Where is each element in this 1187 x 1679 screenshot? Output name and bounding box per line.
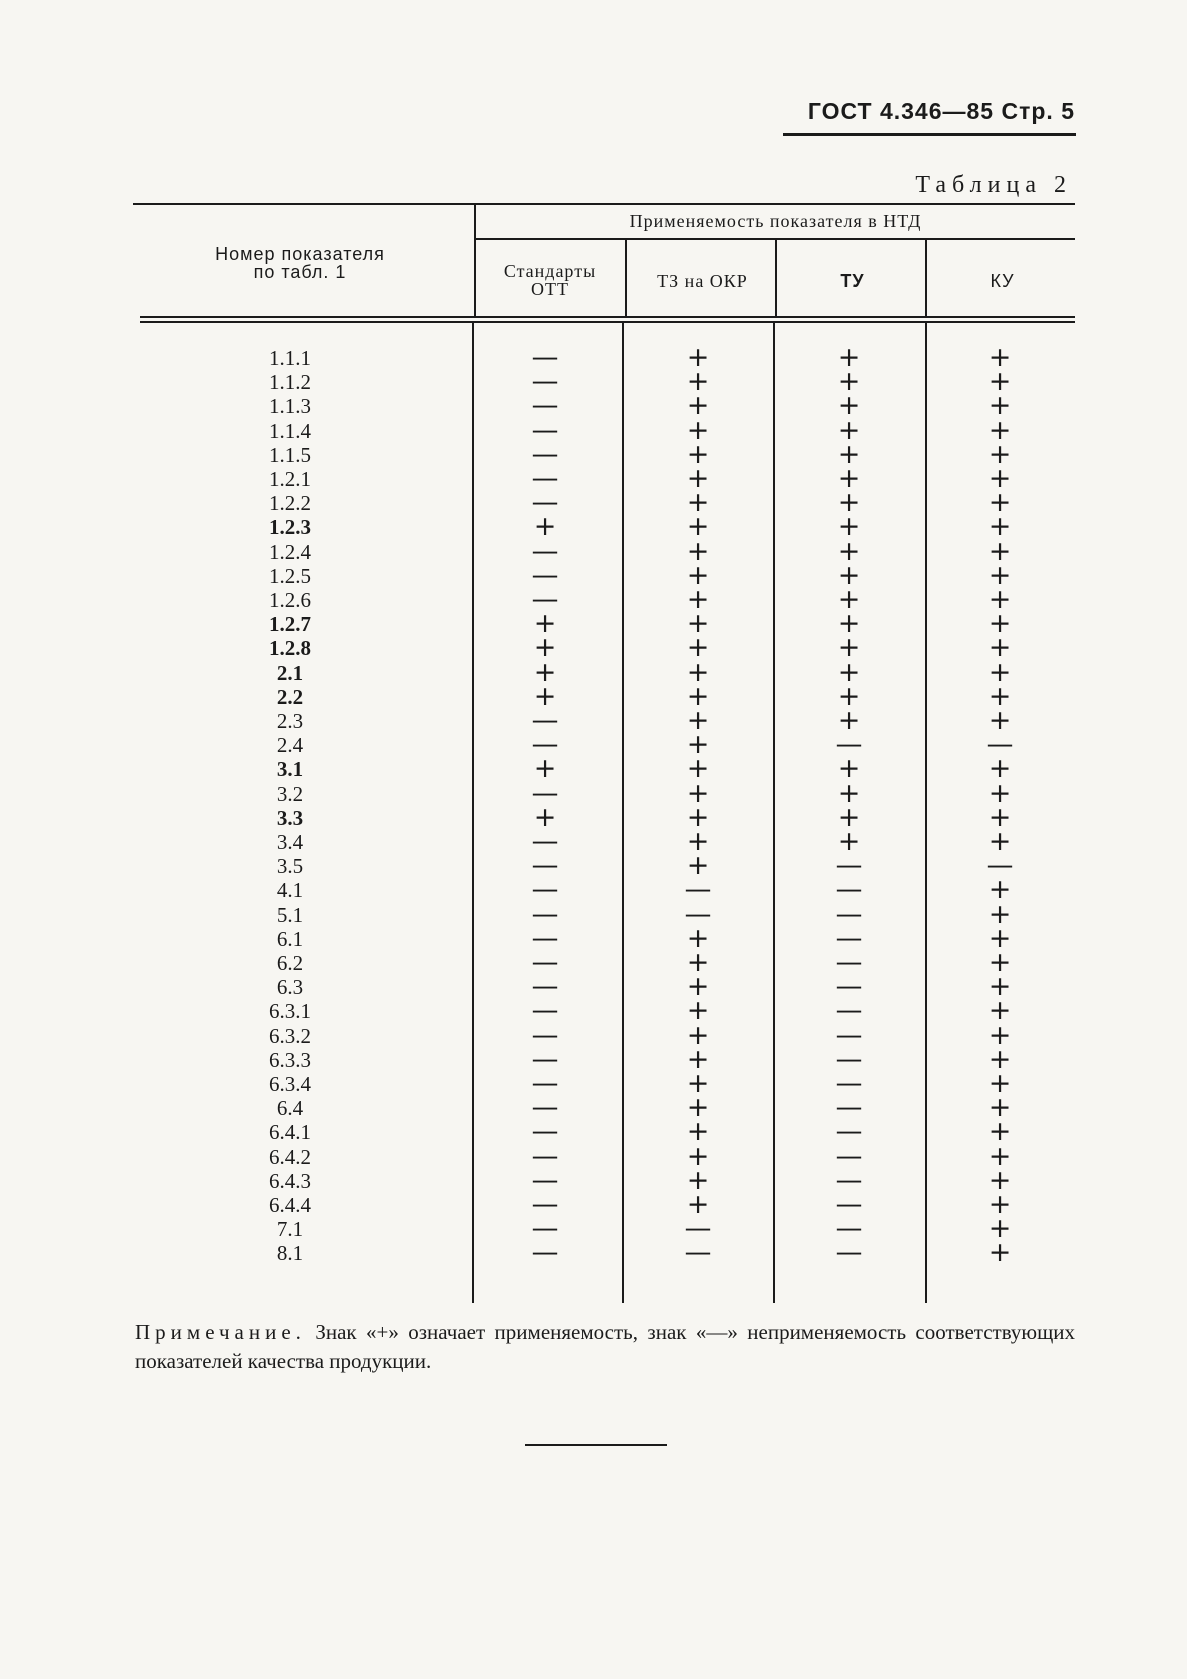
cell-minus: — (835, 1068, 863, 1099)
header-tu: ТУ (840, 271, 865, 291)
cell-minus: — (531, 1213, 559, 1244)
cell-minus: — (835, 1044, 863, 1075)
cell-plus: + (686, 1092, 710, 1123)
row-number: 1.1.2 (269, 370, 311, 394)
cell-plus: + (837, 681, 861, 712)
header-divider-2 (775, 240, 777, 316)
cell-plus: + (988, 971, 1012, 1002)
cell-plus: + (686, 390, 710, 421)
row-number: 6.3.2 (269, 1024, 311, 1048)
cell-minus: — (835, 1213, 863, 1244)
cell-plus: + (988, 899, 1012, 930)
cell-minus: — (531, 1237, 559, 1268)
row-number: 1.2.6 (269, 588, 311, 612)
cell-plus: + (988, 874, 1012, 905)
cell-plus: + (686, 366, 710, 397)
cell-plus: + (686, 1116, 710, 1147)
header-ku: КУ (990, 271, 1015, 291)
cell-plus: + (988, 415, 1012, 446)
cell-plus: + (988, 536, 1012, 567)
cell-minus: — (835, 1116, 863, 1147)
row-number: 1.2.1 (269, 467, 311, 491)
cell-plus: + (988, 1213, 1012, 1244)
header-tz-okr: ТЗ на ОКР (657, 271, 748, 291)
cell-minus: — (531, 439, 559, 470)
standard-number: ГОСТ 4.346—85 (807, 98, 995, 124)
cell-minus: — (531, 342, 559, 373)
row-number: 4.1 (276, 878, 304, 902)
cell-plus: + (837, 390, 861, 421)
cell-minus: — (835, 923, 863, 954)
cell-minus: — (531, 487, 559, 518)
body-divider-0 (472, 323, 474, 1303)
cell-plus: + (988, 463, 1012, 494)
cell-plus: + (686, 753, 710, 784)
row-number: 3.3 (276, 806, 304, 830)
body-divider-2 (773, 323, 775, 1303)
cell-plus: + (837, 753, 861, 784)
cell-minus: — (531, 1068, 559, 1099)
cell-minus: — (531, 850, 559, 881)
cell-minus: — (531, 560, 559, 591)
cell-plus: + (988, 632, 1012, 663)
cell-plus: + (988, 1092, 1012, 1123)
cell-plus: + (686, 1141, 710, 1172)
page-header (790, 98, 1075, 125)
cell-minus: — (835, 971, 863, 1002)
header-bottom-rule-1 (140, 316, 1075, 318)
cell-plus: + (988, 1020, 1012, 1051)
row-number: 3.1 (276, 757, 304, 781)
row-number: 1.2.5 (269, 564, 311, 588)
cell-plus: + (837, 560, 861, 591)
cell-minus: — (684, 1213, 712, 1244)
cell-minus: — (835, 1189, 863, 1220)
cell-plus: + (686, 1189, 710, 1220)
note-label: Примечание. (135, 1320, 306, 1344)
cell-plus: + (533, 681, 557, 712)
cell-plus: + (686, 826, 710, 857)
cell-plus: + (686, 729, 710, 760)
cell-plus: + (988, 681, 1012, 712)
body-divider-3 (925, 323, 927, 1303)
cell-plus: + (988, 1189, 1012, 1220)
cell-plus: + (686, 560, 710, 591)
row-number: 1.2.7 (269, 612, 311, 636)
cell-minus: — (835, 899, 863, 930)
cell-plus: + (988, 923, 1012, 954)
table-label: Таблица 2 (915, 172, 1072, 198)
header-divider-3 (925, 240, 927, 316)
cell-minus: — (531, 584, 559, 615)
row-number: 1.2.2 (269, 491, 311, 515)
cell-plus: + (533, 657, 557, 688)
cell-minus: — (531, 826, 559, 857)
cell-plus: + (988, 705, 1012, 736)
header-applicability: Применяемость показателя в НТД (629, 211, 922, 231)
cell-minus: — (835, 995, 863, 1026)
row-number: 2.1 (276, 661, 304, 685)
row-number: 6.4 (276, 1096, 304, 1120)
row-number: 5.1 (276, 903, 304, 927)
row-number: 1.1.3 (269, 394, 311, 418)
header-standards-ott: Стандарты ОТТ (503, 261, 597, 299)
cell-plus: + (533, 632, 557, 663)
cell-plus: + (988, 657, 1012, 688)
cell-plus: + (837, 342, 861, 373)
cell-plus: + (686, 705, 710, 736)
cell-plus: + (686, 1068, 710, 1099)
cell-plus: + (988, 584, 1012, 615)
table-top-rule (133, 203, 1075, 205)
row-number: 6.2 (276, 951, 304, 975)
cell-plus: + (686, 487, 710, 518)
cell-minus: — (531, 536, 559, 567)
cell-minus: — (684, 899, 712, 930)
cell-plus: + (686, 608, 710, 639)
cell-minus: — (684, 1237, 712, 1268)
row-number: 7.1 (276, 1217, 304, 1241)
row-number: 2.4 (276, 733, 304, 757)
cell-plus: + (837, 657, 861, 688)
cell-plus: + (686, 1044, 710, 1075)
cell-plus: + (686, 584, 710, 615)
cell-minus: — (835, 947, 863, 978)
cell-minus: — (835, 1020, 863, 1051)
cell-plus: + (686, 778, 710, 809)
cell-plus: + (686, 342, 710, 373)
cell-plus: + (686, 923, 710, 954)
header-rule (783, 133, 1076, 136)
row-number: 6.3.3 (269, 1048, 311, 1072)
row-number: 1.2.4 (269, 540, 311, 564)
header-number: Номер показателя по табл. 1 (215, 244, 385, 282)
row-number: 3.5 (276, 854, 304, 878)
cell-plus: + (837, 802, 861, 833)
cell-plus: + (533, 802, 557, 833)
cell-minus: — (531, 778, 559, 809)
row-number: 1.1.1 (269, 346, 311, 370)
cell-plus: + (837, 584, 861, 615)
cell-plus: + (988, 487, 1012, 518)
cell-minus: — (531, 366, 559, 397)
cell-plus: + (686, 439, 710, 470)
cell-plus: + (988, 1237, 1012, 1268)
cell-plus: + (837, 705, 861, 736)
cell-plus: + (686, 511, 710, 542)
cell-plus: + (988, 1165, 1012, 1196)
cell-plus: + (686, 463, 710, 494)
row-number: 6.4.1 (269, 1120, 311, 1144)
cell-plus: + (988, 1068, 1012, 1099)
row-number: 6.3.1 (269, 999, 311, 1023)
cell-minus: — (835, 729, 863, 760)
cell-plus: + (988, 1044, 1012, 1075)
cell-minus: — (531, 1189, 559, 1220)
header-bottom-rule-2 (140, 321, 1075, 323)
cell-plus: + (988, 802, 1012, 833)
cell-plus: + (686, 681, 710, 712)
cell-plus: + (988, 560, 1012, 591)
cell-plus: + (686, 802, 710, 833)
cell-plus: + (988, 1141, 1012, 1172)
cell-plus: + (988, 778, 1012, 809)
cell-plus: + (988, 439, 1012, 470)
row-number: 6.4.3 (269, 1169, 311, 1193)
cell-minus: — (531, 463, 559, 494)
row-number: 6.1 (276, 927, 304, 951)
cell-plus: + (686, 657, 710, 688)
cell-plus: + (988, 342, 1012, 373)
cell-minus: — (531, 1092, 559, 1123)
row-number: 6.4.4 (269, 1193, 311, 1217)
cell-plus: + (988, 366, 1012, 397)
cell-plus: + (988, 947, 1012, 978)
cell-plus: + (837, 536, 861, 567)
cell-plus: + (988, 995, 1012, 1026)
cell-minus: — (835, 1165, 863, 1196)
cell-plus: + (837, 415, 861, 446)
cell-plus: + (837, 487, 861, 518)
cell-minus: — (531, 415, 559, 446)
cell-plus: + (988, 1116, 1012, 1147)
row-number: 3.2 (276, 782, 304, 806)
cell-plus: + (686, 1020, 710, 1051)
cell-plus: + (988, 390, 1012, 421)
cell-plus: + (533, 511, 557, 542)
cell-minus: — (531, 971, 559, 1002)
cell-minus: — (684, 874, 712, 905)
row-number: 2.3 (276, 709, 304, 733)
cell-minus: — (531, 874, 559, 905)
cell-plus: + (837, 778, 861, 809)
cell-minus: — (531, 995, 559, 1026)
cell-minus: — (531, 923, 559, 954)
footer-rule (525, 1444, 667, 1446)
row-number: 1.2.3 (269, 515, 311, 539)
cell-minus: — (835, 1141, 863, 1172)
cell-minus: — (986, 729, 1014, 760)
row-number: 6.3.4 (269, 1072, 311, 1096)
cell-minus: — (531, 947, 559, 978)
cell-minus: — (531, 705, 559, 736)
cell-plus: + (837, 366, 861, 397)
cell-plus: + (988, 826, 1012, 857)
cell-plus: + (837, 826, 861, 857)
cell-plus: + (686, 995, 710, 1026)
row-number: 8.1 (276, 1241, 304, 1265)
cell-plus: + (988, 753, 1012, 784)
cell-plus: + (686, 850, 710, 881)
cell-plus: + (533, 753, 557, 784)
cell-minus: — (531, 1165, 559, 1196)
row-number: 1.1.5 (269, 443, 311, 467)
cell-plus: + (686, 1165, 710, 1196)
cell-minus: — (531, 1141, 559, 1172)
cell-minus: — (835, 1092, 863, 1123)
cell-minus: — (835, 874, 863, 905)
row-number: 1.2.8 (269, 636, 311, 660)
header-divider-1 (625, 240, 627, 316)
cell-plus: + (686, 947, 710, 978)
cell-minus: — (531, 1116, 559, 1147)
cell-minus: — (835, 1237, 863, 1268)
cell-plus: + (988, 511, 1012, 542)
page-number: Стр. 5 (1001, 98, 1075, 124)
row-number: 2.2 (276, 685, 304, 709)
cell-minus: — (531, 390, 559, 421)
row-number: 6.4.2 (269, 1145, 311, 1169)
cell-plus: + (686, 415, 710, 446)
cell-minus: — (531, 729, 559, 760)
row-number: 3.4 (276, 830, 304, 854)
cell-plus: + (686, 971, 710, 1002)
cell-plus: + (837, 463, 861, 494)
table-note (135, 1318, 1075, 1376)
cell-plus: + (837, 439, 861, 470)
body-divider-1 (622, 323, 624, 1303)
cell-minus: — (531, 1044, 559, 1075)
cell-minus: — (531, 899, 559, 930)
cell-plus: + (533, 608, 557, 639)
cell-plus: + (686, 632, 710, 663)
cell-minus: — (986, 850, 1014, 881)
note-text: Знак «+» означает применяемость, знак «—» неприменяемость соответствующих показателей качества продукции. (135, 1320, 1075, 1373)
cell-plus: + (837, 632, 861, 663)
cell-plus: + (837, 511, 861, 542)
cell-plus: + (686, 536, 710, 567)
row-number: 1.1.4 (269, 419, 311, 443)
cell-minus: — (835, 850, 863, 881)
cell-plus: + (837, 608, 861, 639)
cell-plus: + (988, 608, 1012, 639)
row-number: 6.3 (276, 975, 304, 999)
cell-minus: — (531, 1020, 559, 1051)
